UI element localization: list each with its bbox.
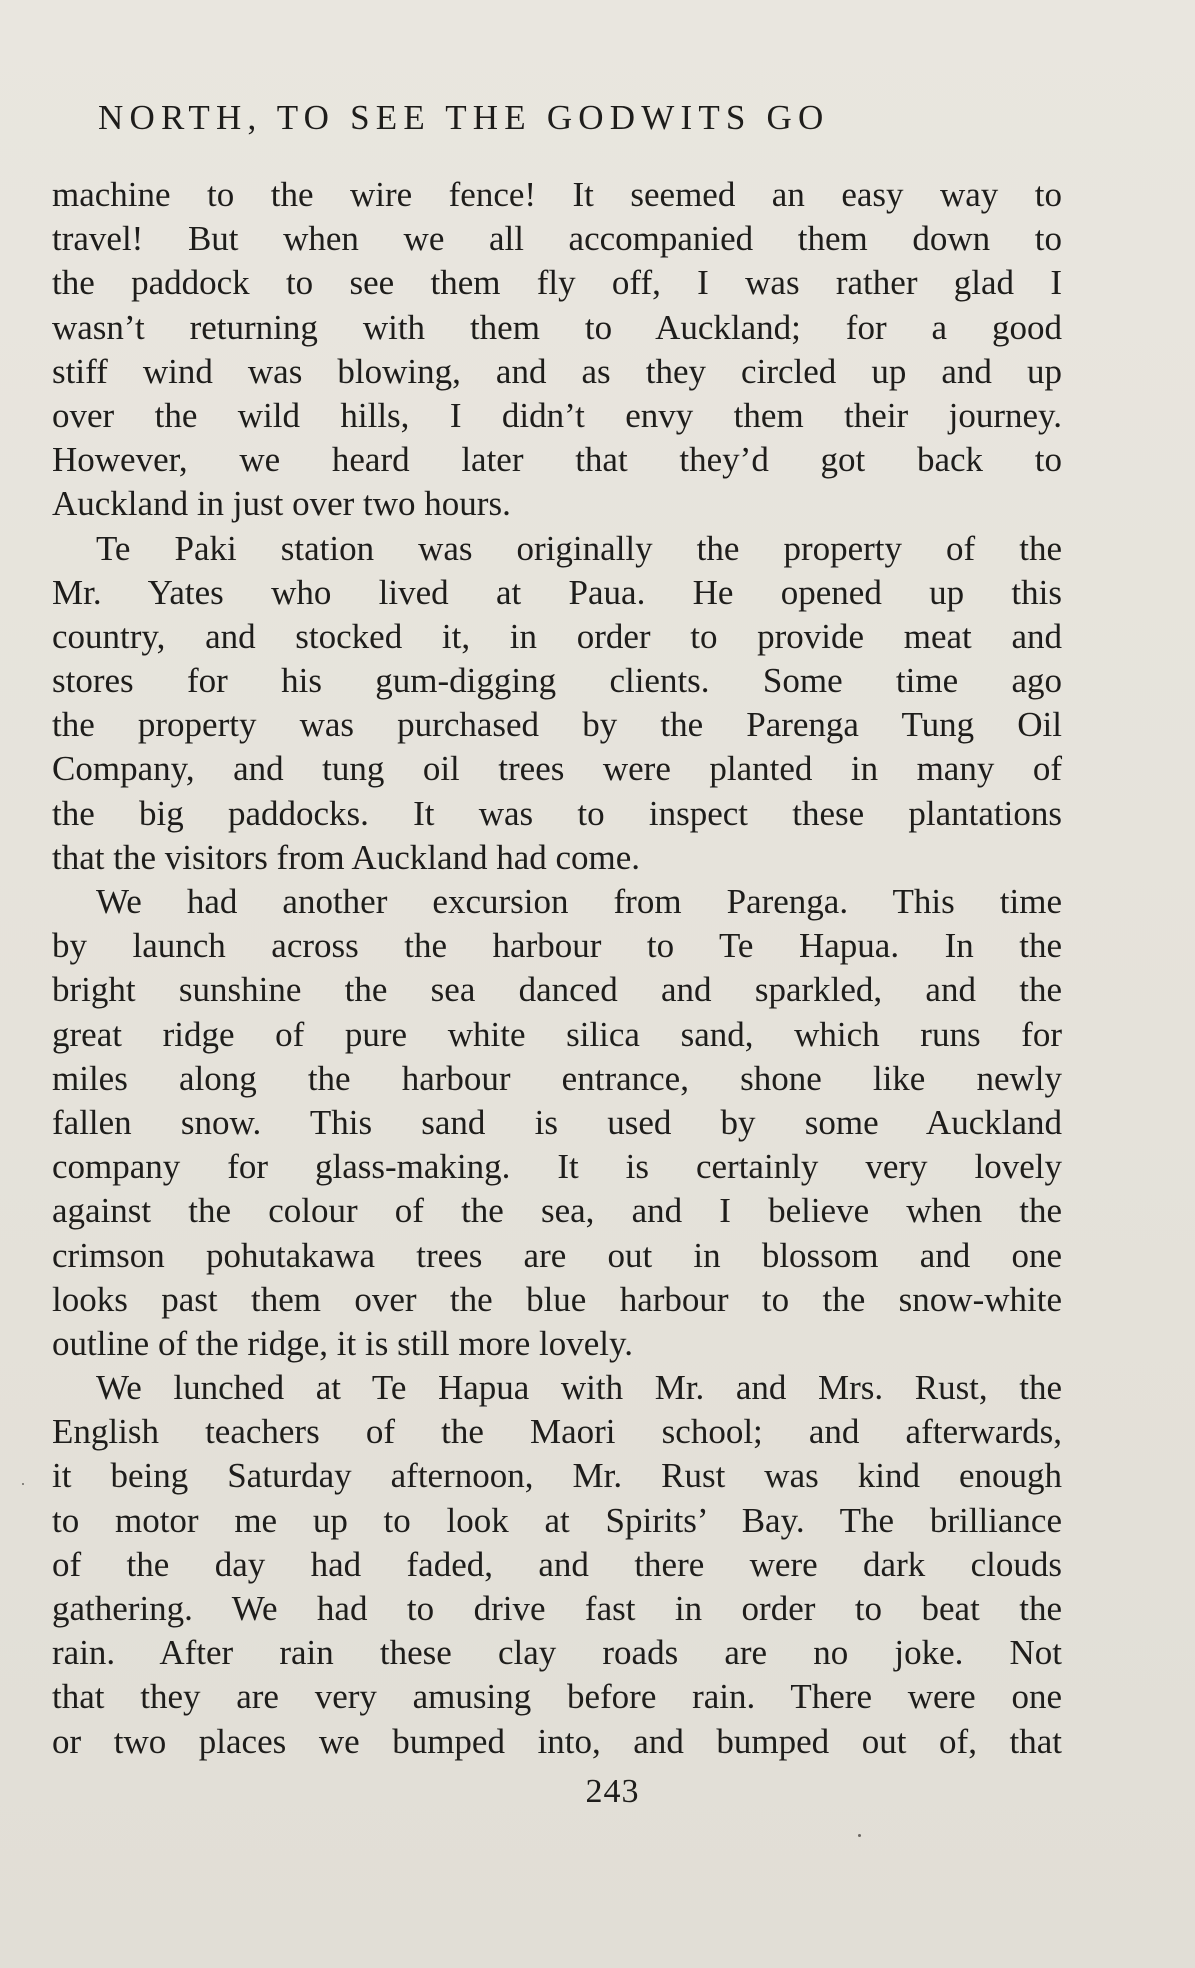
text-line: of the day had faded, and there were dark clouds [52, 1544, 1062, 1584]
text-line: wasn’t returning with them to Auckland; for a good [52, 307, 1062, 347]
text-line: stiff wind was blowing, and as they circled up and up [52, 351, 1062, 391]
text-line: Mr. Yates who lived at Paua. He opened up this [52, 572, 1062, 612]
text-line: great ridge of pure white silica sand, which runs for [52, 1014, 1062, 1054]
text-line: that they are very amusing before rain. There were one [52, 1677, 1062, 1717]
text-line: it being Saturday afternoon, Mr. Rust was kind enough [52, 1456, 1062, 1496]
text-line: the paddock to see them fly off, I was rather glad I [52, 263, 1062, 303]
text-line: outline of the ridge, it is still more lovely. [52, 1323, 633, 1363]
text-line: We lunched at Te Hapua with Mr. and Mrs. Rust, the [96, 1368, 1062, 1408]
text-line: rain. After rain these clay roads are no joke. Not [52, 1633, 1062, 1673]
text-line: bright sunshine the sea danced and sparkled, and the [52, 970, 1062, 1010]
text-line: stores for his gum-digging clients. Some time ago [52, 661, 1062, 701]
text-line: fallen snow. This sand is used by some Auckland [52, 1102, 1062, 1142]
text-line: However, we heard later that they’d got back to [52, 440, 1062, 480]
text-line: gathering. We had to drive fast in order to beat the [52, 1589, 1062, 1628]
text-line: the big paddocks. It was to inspect these plantations [52, 793, 1062, 833]
text-line: machine to the wire fence! It seemed an easy way to [52, 175, 1062, 214]
paper-speck [858, 1834, 861, 1837]
text-line: crimson pohutakawa trees are out in blossom and one [52, 1235, 1062, 1275]
text-line: by launch across the harbour to Te Hapua. In the [52, 926, 1062, 966]
page-number: 243 [585, 1773, 640, 1810]
body-text [52, 173, 1062, 1764]
text-line: English teachers of the Maori school; and afterwards, [52, 1412, 1062, 1452]
text-line: miles along the harbour entrance, shone like newly [52, 1058, 1062, 1098]
running-head: NORTH, TO SEE THE GODWITS GO [98, 98, 830, 137]
text-line: Te Paki station was originally the property of the [96, 528, 1062, 568]
text-line: travel! But when we all accompanied them down to [52, 219, 1062, 259]
text-line: country, and stocked it, in order to provide meat and [52, 616, 1062, 656]
paper-speck [22, 1483, 24, 1485]
text-line: looks past them over the blue harbour to the snow-white [52, 1279, 1062, 1319]
text-line: that the visitors from Auckland had come. [52, 837, 641, 877]
text-line: against the colour of the sea, and I believe when the [52, 1191, 1062, 1231]
text-line: Auckland in just over two hours. [52, 484, 511, 524]
text-line: over the wild hills, I didn’t envy them their journey. [52, 395, 1062, 435]
text-line: to motor me up to look at Spirits’ Bay. The brilliance [52, 1500, 1062, 1540]
text-line: Company, and tung oil trees were planted in many of [52, 749, 1062, 789]
text-line: company for glass-making. It is certainly very lovely [52, 1147, 1062, 1187]
text-line: We had another excursion from Parenga. This time [96, 882, 1062, 921]
text-line: or two places we bumped into, and bumped out of, that [52, 1721, 1062, 1761]
text-line: the property was purchased by the Parenga Tung Oil [52, 705, 1062, 745]
